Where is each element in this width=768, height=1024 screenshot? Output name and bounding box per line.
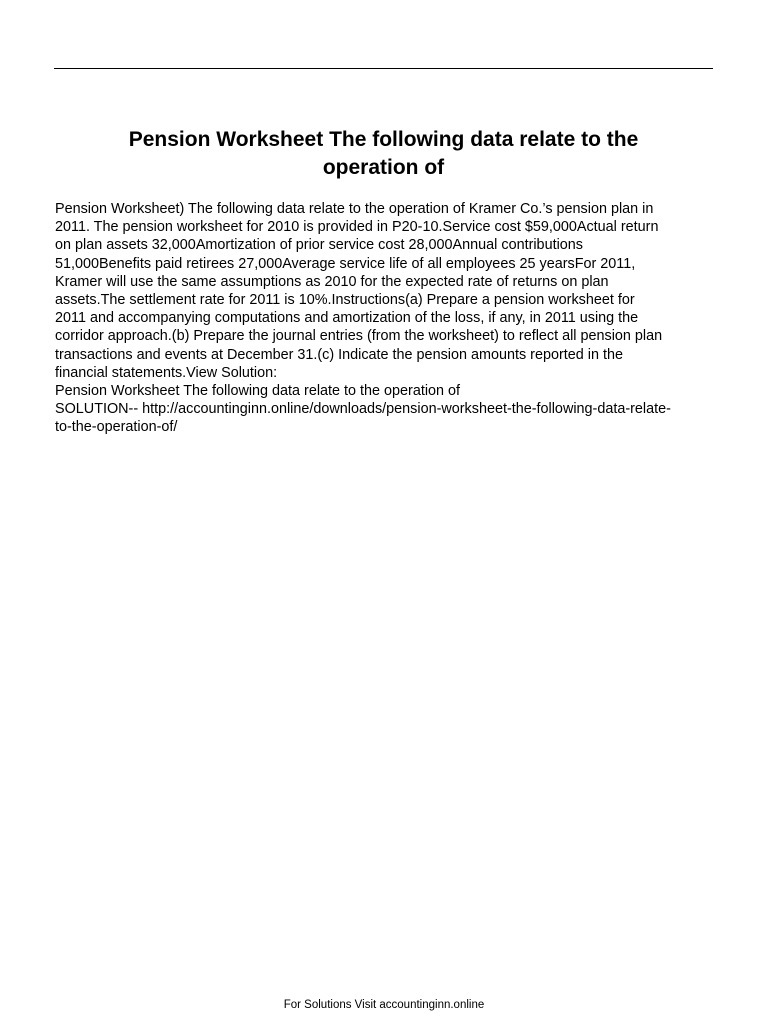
description-line: transactions and events at December 31.(c) Indicate the pension amounts reported in the	[55, 346, 623, 363]
problem-description	[55, 200, 715, 382]
description-line: corridor approach.(b) Prepare the journal entries (from the worksheet) to reflect all pension plan	[55, 328, 663, 345]
repeat-title	[55, 382, 715, 400]
description-line: on plan assets 32,000Amortization of prior service cost 28,000Annual contributions	[55, 237, 583, 254]
document-body	[55, 200, 715, 437]
repeat-title-line: Pension Worksheet The following data relate to the operation of	[55, 383, 461, 400]
description-line: 51,000Benefits paid retirees 27,000Average service life of all employees 25 yearsFor 2011,	[55, 255, 636, 272]
description-line: 2011 and accompanying computations and amortization of the loss, if any, in 2011 using the	[55, 310, 639, 327]
description-line: 2011. The pension worksheet for 2010 is provided in P20-10.Service cost $59,000Actual return	[55, 219, 659, 236]
document-title	[54, 126, 713, 182]
description-line: Kramer will use the same assumptions as 2010 for the expected rate of returns on plan	[55, 273, 609, 290]
page-footer: For Solutions Visit accountinginn.online	[283, 999, 485, 1011]
header-divider	[54, 68, 713, 69]
title-line-2: operation of	[322, 156, 445, 179]
solution-link-line[interactable]: SOLUTION-- http://accountinginn.online/downloads/pension-worksheet-the-following-data-relate-	[55, 401, 671, 418]
title-line-1: Pension Worksheet The following data relate to the	[128, 128, 639, 151]
description-line: financial statements.View Solution:	[55, 364, 278, 381]
solution-link-line[interactable]: to-the-operation-of/	[55, 419, 178, 436]
description-line: Pension Worksheet) The following data relate to the operation of Kramer Co.’s pension plan in	[55, 201, 654, 217]
description-line: assets.The settlement rate for 2011 is 10%.Instructions(a) Prepare a pension worksheet for	[55, 292, 635, 309]
solution-link[interactable]	[55, 400, 715, 436]
